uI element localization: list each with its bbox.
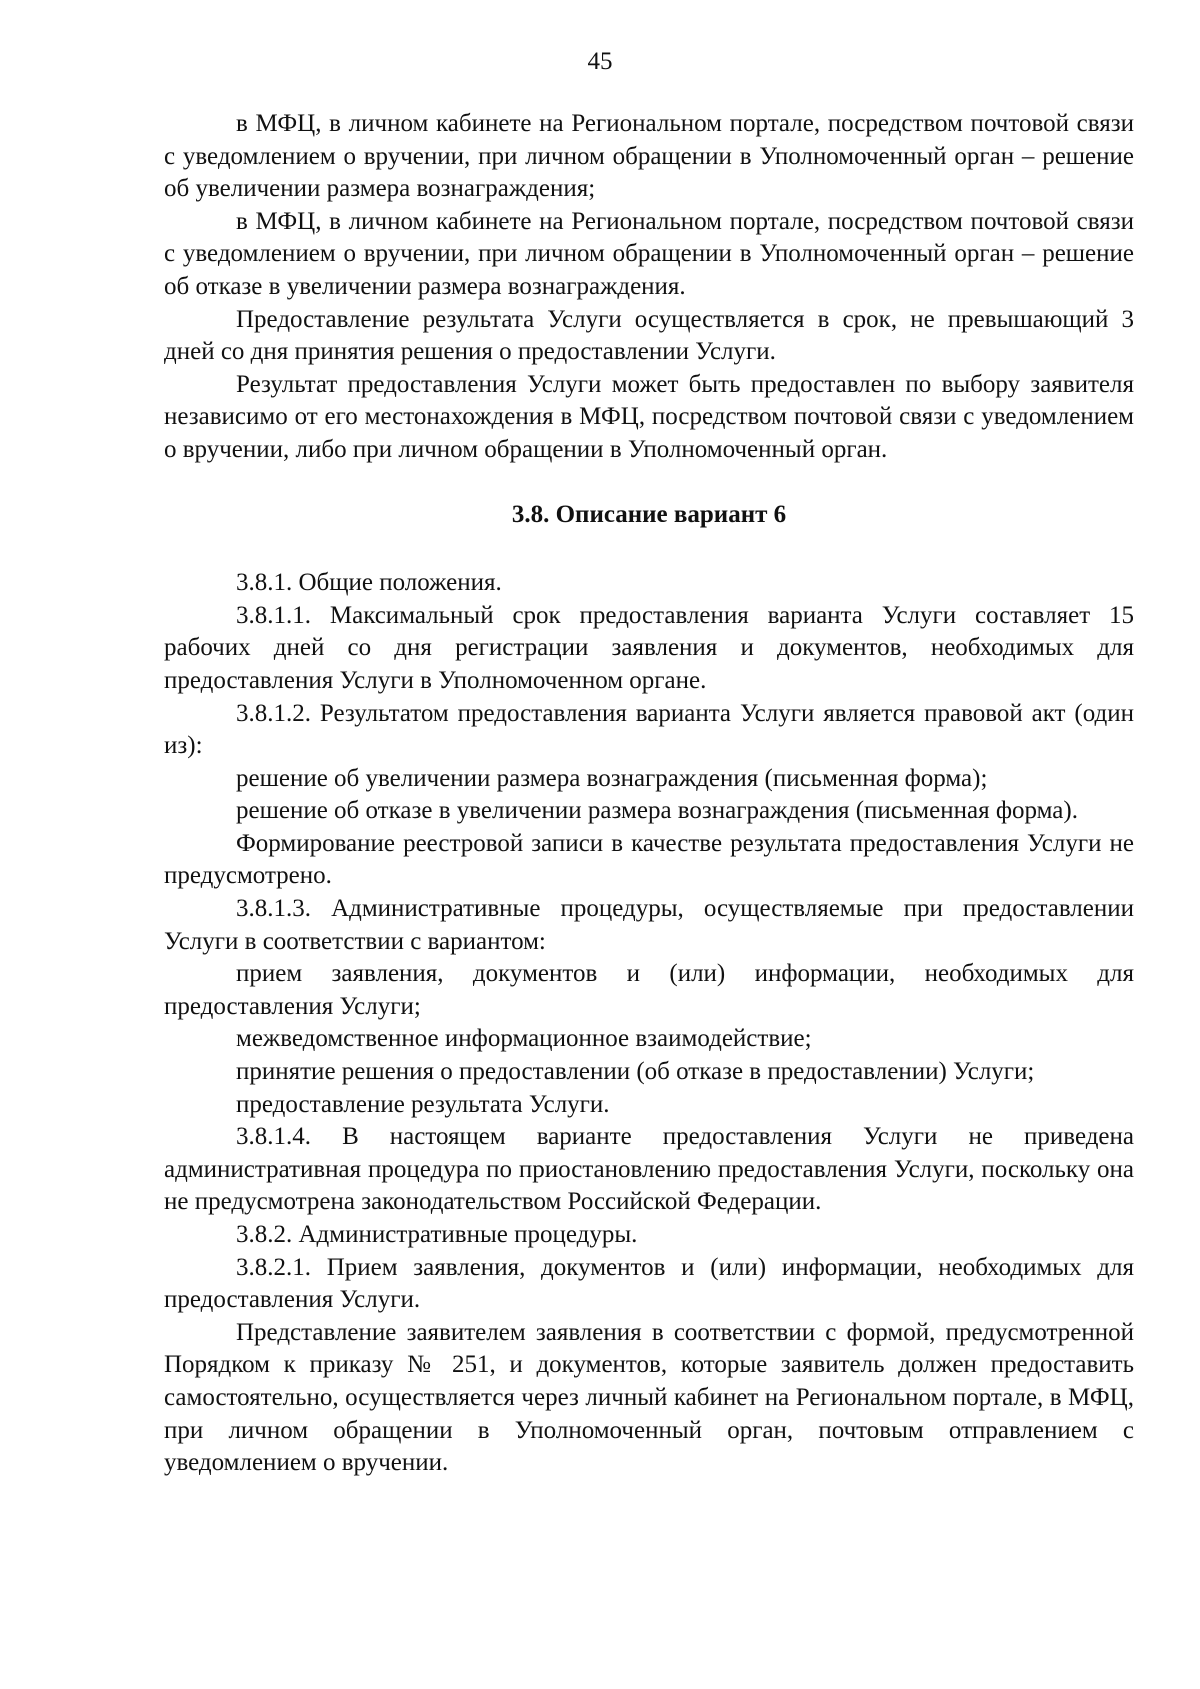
document-body (164, 108, 1134, 1480)
list-item: решение об отказе в увеличении размера вознаграждения (письменная форма). (236, 797, 1078, 825)
paragraph: Представление заявителем заявления в соответствии с формой, предусмотренной Порядком к приказу № 251, и документов, которые заявитель должен предоставить самостоятельно, осуществляется через личный кабинет на Региональном портале, в МФЦ, при личном обращении в Уполномоченный орган, почтовым отправлением с уведомлением о вручении. (164, 1318, 1134, 1477)
paragraph: 3.8.2.1. Прием заявления, документов и (или) информации, необходимых для предоставления Услуги. (164, 1253, 1134, 1314)
paragraph: 3.8.2. Административные процедуры. (236, 1221, 638, 1248)
paragraph: 3.8.1.4. В настоящем варианте предоставления Услуги не приведена административная процедура по приостановлению предоставления Услуги, поскольку она не предусмотрена законодательством Российской Федерации. (164, 1123, 1134, 1216)
page-number: 45 (587, 48, 613, 75)
paragraph: Результат предоставления Услуги может быть предоставлен по выбору заявителя независимо от его местонахождения в МФЦ, посредством почтовой связи с уведомлением о вручении, либо при личном обращении в Уполномоченный орган. (164, 370, 1134, 463)
paragraph: 3.8.1. Общие положения. (236, 569, 502, 597)
paragraph: 3.8.1.3. Административные процедуры, осуществляемые при предоставлении Услуги в соответствии с вариантом: (164, 895, 1134, 955)
list-item: предоставление результата Услуги. (236, 1090, 610, 1118)
paragraph: Формирование реестровой записи в качестве результата предоставления Услуги не предусмотрено. (164, 829, 1134, 890)
list-item: прием заявления, документов и (или) информации, необходимых для предоставления Услуги; (164, 960, 1134, 1020)
paragraph: 3.8.1.2. Результатом предоставления варианта Услуги является правовой акт (один из): (164, 699, 1134, 760)
list-item: межведомственное информационное взаимодействие; (236, 1025, 812, 1053)
section-heading: 3.8. Описание вариант 6 (511, 500, 787, 528)
paragraph: 3.8.1.1. Максимальный срок предоставления варианта Услуги составляет 15 рабочих дней со дня регистрации заявления и документов, необходимых для предоставления Услуги в Уполномоченном органе. (164, 601, 1134, 694)
paragraph: в МФЦ, в личном кабинете на Региональном портале, посредством почтовой связи с уведомлением о вручении, при личном обращении в Уполномоченный орган – решение об увеличении размера вознаграждения; (164, 110, 1134, 203)
paragraph: в МФЦ, в личном кабинете на Региональном портале, посредством почтовой связи с уведомлением о вручении, при личном обращении в Уполномоченный орган – решение об отказе в увеличении размера вознаграждения. (164, 207, 1134, 300)
list-item: решение об увеличении размера вознаграждения (письменная форма); (236, 764, 988, 792)
list-item: принятие решения о предоставлении (об отказе в предоставлении) Услуги; (236, 1058, 1035, 1086)
paragraph: Предоставление результата Услуги осуществляется в срок, не превышающий 3 дней со дня принятия решения о предоставлении Услуги. (164, 305, 1134, 366)
